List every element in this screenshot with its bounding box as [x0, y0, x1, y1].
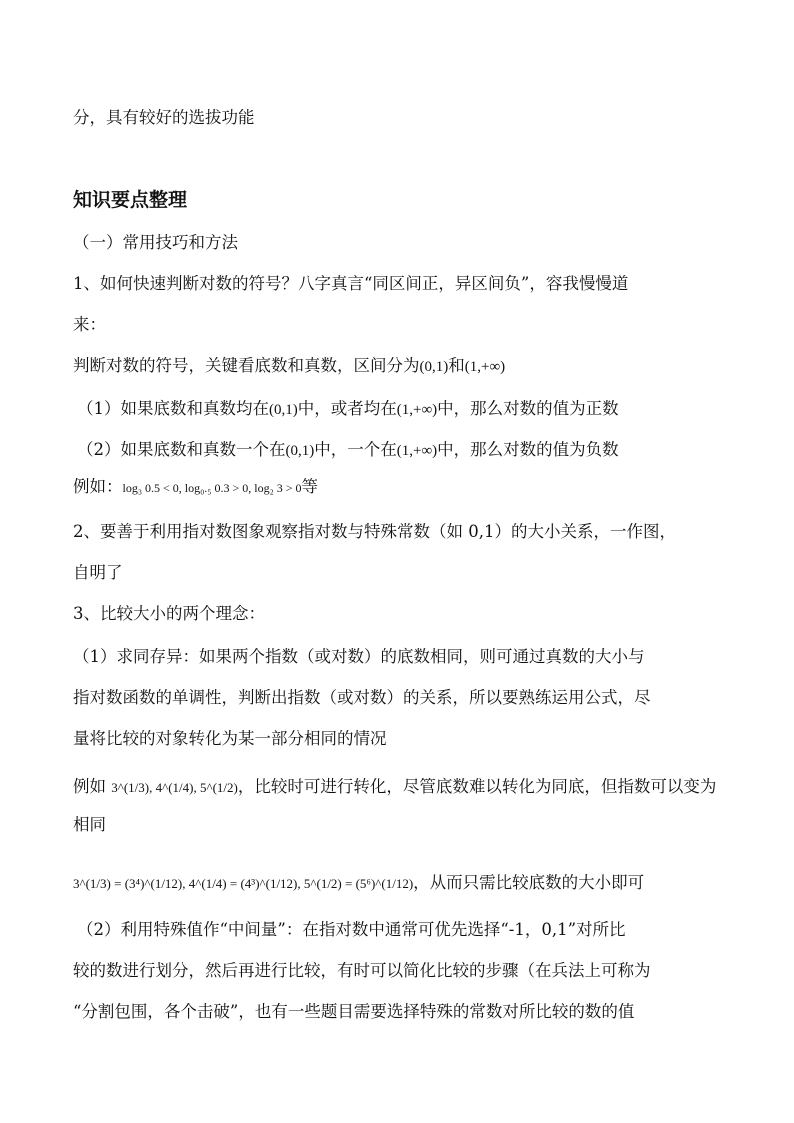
math-interval: (1,+∞) — [396, 402, 438, 418]
text-line — [73, 354, 505, 379]
math-interval: (0,1) — [285, 443, 315, 459]
text-line: 1、如何快速判断对数的符号？八字真言“同区间正，异区间负”，容我慢慢道 — [73, 274, 629, 293]
section-heading: 知识要点整理 — [73, 189, 188, 211]
text-span: 判断对数的符号，关键看底数和真数，区间分为 — [73, 356, 420, 375]
text-span: ，从而只需比较底数的大小即可 — [413, 873, 645, 892]
subsection-heading: （一）常用技巧和方法 — [73, 233, 238, 252]
text-span: ，比较时可进行转化，尽管底数难以转化为同底，但指数可以变为 — [237, 777, 717, 796]
math-interval: (1,+∞) — [396, 443, 438, 459]
text-line: 较的数进行划分，然后再进行比较，有时可以简化比较的步骤（在兵法上可称为 — [73, 961, 651, 980]
math-interval: (0,1) — [419, 359, 449, 375]
text-line: 量将比较的对象转化为某一部分相同的情况 — [73, 729, 387, 748]
text-line: 相同 — [73, 815, 106, 834]
text-line — [77, 397, 619, 422]
text-span: （2）如果底数和真数一个在 — [77, 440, 286, 459]
text-line: （2）利用特殊值作“中间量”：在指对数中通常可优先选择“-1，0,1”对所比 — [77, 920, 626, 939]
text-line — [77, 438, 619, 463]
math-powers-rewritten: 3^(1/3) = (3⁴)^(1/12), 4^(1/4) = (4³)^(1/12), 5^(1/2) = (5⁶)^(1/12) — [73, 876, 414, 891]
text-span: 例如： — [73, 477, 123, 496]
math-interval: (0,1) — [269, 402, 298, 418]
text-span: 中，一个在 — [314, 440, 397, 459]
text-span: 中，那么对数的值为负数 — [437, 440, 619, 459]
math-powers-example: 3^(1/3), 4^(1/4), 5^(1/2) — [111, 780, 238, 795]
text-span: 等 — [301, 477, 319, 496]
text-line — [73, 775, 716, 800]
math-log-example: log₃ 0.5 < 0, log₀.₅ 0.3 > 0, log₂ 3 > 0 — [122, 481, 302, 495]
text-line: 指对数函数的单调性，判断出指数（或对数）的关系，所以要熟练运用公式，尽 — [73, 688, 651, 707]
text-span: 中，或者均在 — [297, 399, 397, 418]
text-line: 分，具有较好的选拔功能 — [73, 108, 255, 127]
text-span: （1）如果底数和真数均在 — [77, 399, 269, 418]
text-line: （1）求同存异：如果两个指数（或对数）的底数相同，则可通过真数的大小与 — [73, 647, 645, 666]
text-line — [73, 871, 644, 896]
text-line: 3、比较大小的两个理念： — [73, 604, 265, 623]
text-line: 来： — [73, 315, 106, 334]
text-span: 例如 — [73, 777, 106, 796]
math-interval: (1,+∞) — [464, 359, 506, 375]
text-span: 和 — [448, 356, 465, 375]
text-line: 自明了 — [73, 563, 123, 582]
text-span: 中，那么对数的值为正数 — [437, 399, 619, 418]
text-line: 2、要善于利用指对数图象观察指对数与特殊常数（如 0,1）的大小关系，一作图， — [73, 522, 676, 541]
text-line — [73, 475, 318, 500]
text-line: “分割包围，各个击破”，也有一些题目需要选择特殊的常数对所比较的数的值 — [73, 1002, 635, 1021]
